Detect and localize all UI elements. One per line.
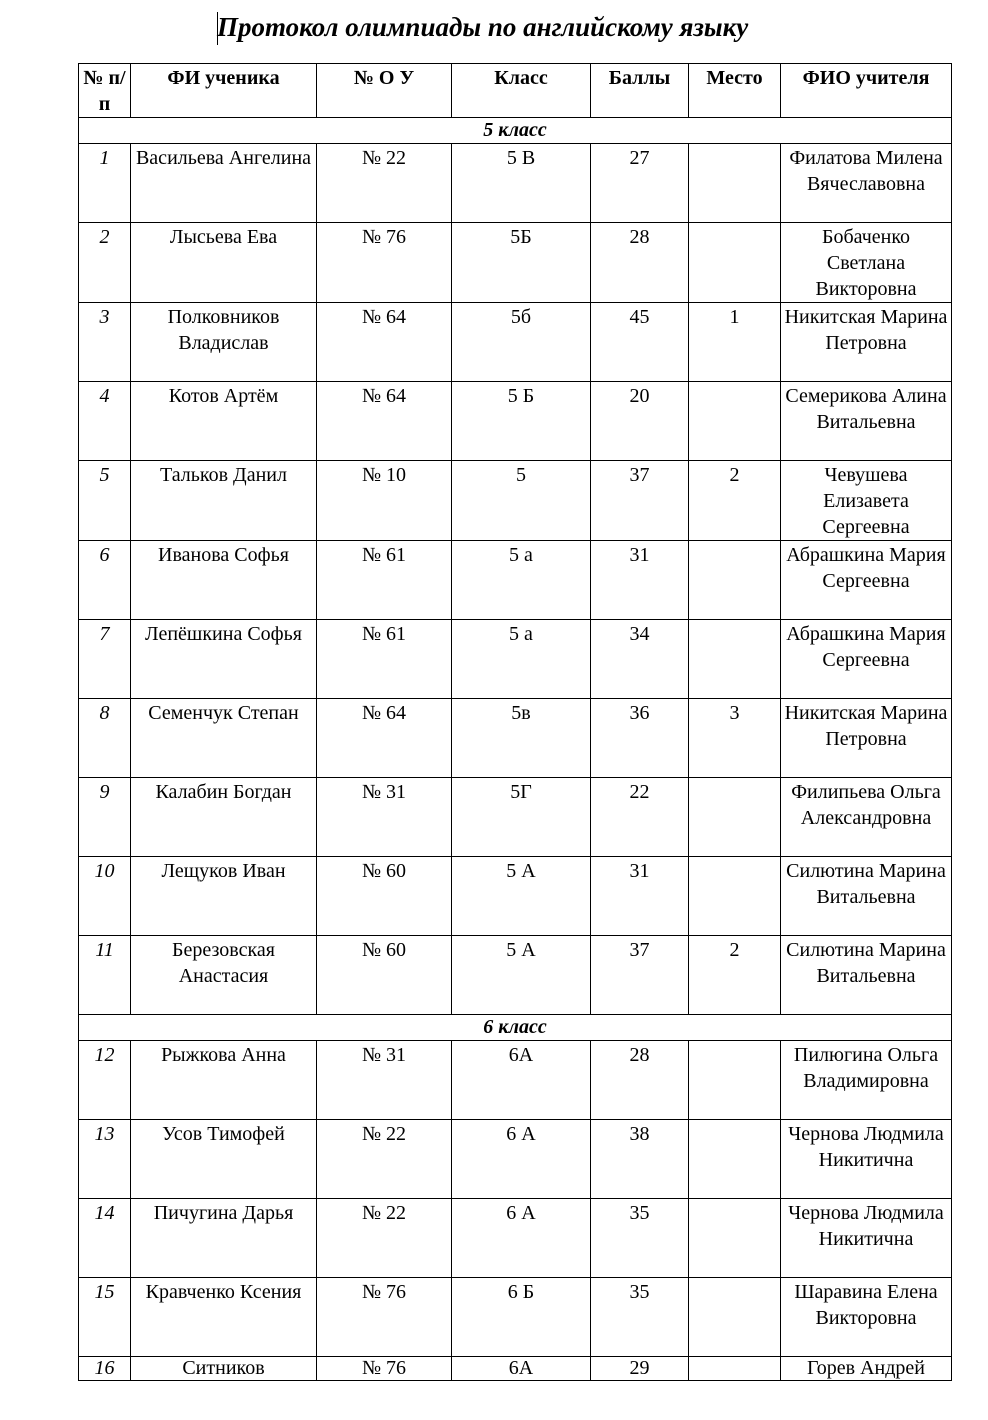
score: 35 [591,1199,689,1278]
teacher-name: Шаравина Елена Викторовна [781,1278,952,1357]
row-number: 1 [79,144,131,223]
row-number: 9 [79,778,131,857]
place: 2 [689,936,781,1015]
student-name: Пичугина Дарья [131,1199,317,1278]
score: 28 [591,223,689,303]
class-name: 5 а [452,541,591,620]
group-label: 5 класс [79,118,952,144]
col-header-place: Место [689,64,781,118]
score: 22 [591,778,689,857]
school-number: № 22 [317,144,452,223]
school-number: № 60 [317,857,452,936]
score: 28 [591,1041,689,1120]
place [689,223,781,303]
row-number: 11 [79,936,131,1015]
score: 31 [591,857,689,936]
class-name: 5в [452,699,591,778]
school-number: № 64 [317,382,452,461]
class-name: 5Г [452,778,591,857]
teacher-name: Чернова Людмила Никитична [781,1199,952,1278]
teacher-name: Силютина Марина Витальевна [781,857,952,936]
score: 34 [591,620,689,699]
header-row [79,64,952,118]
place [689,620,781,699]
class-name: 5 [452,461,591,541]
student-name: Лепёшкина Софья [131,620,317,699]
results-table [78,63,952,1381]
table-row [79,699,952,778]
score: 37 [591,461,689,541]
row-number: 2 [79,223,131,303]
class-name: 5 А [452,936,591,1015]
score: 45 [591,303,689,382]
teacher-name: Абрашкина Мария Сергеевна [781,541,952,620]
row-number: 6 [79,541,131,620]
place [689,1120,781,1199]
school-number: № 64 [317,303,452,382]
group-row [79,1015,952,1041]
place [689,1041,781,1120]
student-name: Лещуков Иван [131,857,317,936]
teacher-name: Бобаченко Светлана Викторовна [781,223,952,303]
class-name: 5 В [452,144,591,223]
school-number: № 61 [317,541,452,620]
score: 36 [591,699,689,778]
table-row [79,857,952,936]
place [689,382,781,461]
class-name: 6 А [452,1199,591,1278]
teacher-name: Пилюгина Ольга Владимировна [781,1041,952,1120]
place: 3 [689,699,781,778]
table-row [79,541,952,620]
row-number: 13 [79,1120,131,1199]
row-number: 8 [79,699,131,778]
table-row [79,620,952,699]
student-name: Иванова Софья [131,541,317,620]
teacher-name: Филатова Милена Вячеславовна [781,144,952,223]
row-number: 14 [79,1199,131,1278]
teacher-name: Чернова Людмила Никитична [781,1120,952,1199]
teacher-name: Филипьева Ольга Александровна [781,778,952,857]
score: 20 [591,382,689,461]
class-name: 5 А [452,857,591,936]
table-row [79,144,952,223]
table-row [79,1120,952,1199]
class-name: 5б [452,303,591,382]
table-row [79,1041,952,1120]
school-number: № 10 [317,461,452,541]
class-name: 5Б [452,223,591,303]
place [689,1199,781,1278]
score: 37 [591,936,689,1015]
class-name: 6 Б [452,1278,591,1357]
place [689,1278,781,1357]
table-row [79,223,952,303]
table-row [79,1199,952,1278]
student-name: Васильева Ангелина [131,144,317,223]
row-number: 10 [79,857,131,936]
school-number: № 60 [317,936,452,1015]
place: 2 [689,461,781,541]
score: 35 [591,1278,689,1357]
row-number: 12 [79,1041,131,1120]
row-number: 4 [79,382,131,461]
table-row [79,303,952,382]
teacher-name: Абрашкина Мария Сергеевна [781,620,952,699]
col-header-student: ФИ ученика [131,64,317,118]
row-number: 15 [79,1278,131,1357]
col-header-class: Класс [452,64,591,118]
place [689,1357,781,1381]
school-number: № 76 [317,223,452,303]
student-name: Ситников [131,1357,317,1381]
student-name: Рыжкова Анна [131,1041,317,1120]
group-label: 6 класс [79,1015,952,1041]
student-name: Семенчук Степан [131,699,317,778]
table-row [79,778,952,857]
group-row [79,118,952,144]
row-number: 7 [79,620,131,699]
table-body [79,118,952,1381]
table-row [79,382,952,461]
school-number: № 61 [317,620,452,699]
row-number: 3 [79,303,131,382]
place [689,541,781,620]
student-name: Тальков Данил [131,461,317,541]
place [689,144,781,223]
teacher-name: Семерикова Алина Витальевна [781,382,952,461]
school-number: № 31 [317,1041,452,1120]
school-number: № 22 [317,1199,452,1278]
place: 1 [689,303,781,382]
col-header-teacher: ФИО учителя [781,64,952,118]
class-name: 5 а [452,620,591,699]
col-header-school: № О У [317,64,452,118]
table-row [79,936,952,1015]
row-number: 5 [79,461,131,541]
class-name: 6А [452,1041,591,1120]
place [689,778,781,857]
student-name: Калабин Богдан [131,778,317,857]
score: 38 [591,1120,689,1199]
col-header-number: № п/п [79,64,131,118]
class-name: 5 Б [452,382,591,461]
row-number: 16 [79,1357,131,1381]
student-name: Котов Артём [131,382,317,461]
class-name: 6А [452,1357,591,1381]
place [689,857,781,936]
page-title: Протокол олимпиады по английскому языку [217,12,749,42]
school-number: № 76 [317,1278,452,1357]
score: 27 [591,144,689,223]
student-name: Полковников Владислав [131,303,317,382]
student-name: Березовская Анастасия [131,936,317,1015]
score: 29 [591,1357,689,1381]
col-header-score: Баллы [591,64,689,118]
teacher-name: Силютина Марина Витальевна [781,936,952,1015]
student-name: Усов Тимофей [131,1120,317,1199]
table-row [79,461,952,541]
teacher-name: Горев Андрей [781,1357,952,1381]
school-number: № 22 [317,1120,452,1199]
score: 31 [591,541,689,620]
class-name: 6 А [452,1120,591,1199]
table-row [79,1278,952,1357]
teacher-name: Никитская Марина Петровна [781,699,952,778]
student-name: Лысьева Ева [131,223,317,303]
school-number: № 31 [317,778,452,857]
student-name: Кравченко Ксения [131,1278,317,1357]
table-row [79,1357,952,1381]
teacher-name: Никитская Марина Петровна [781,303,952,382]
school-number: № 64 [317,699,452,778]
teacher-name: Чевушева Елизавета Сергеевна [781,461,952,541]
school-number: № 76 [317,1357,452,1381]
